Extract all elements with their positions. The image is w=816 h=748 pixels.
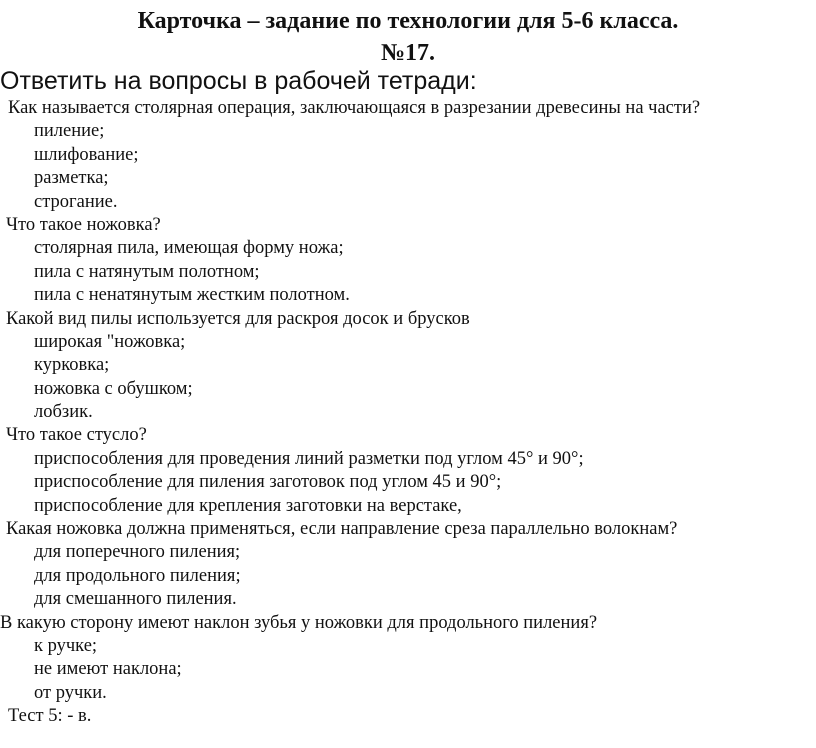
question-3: Какой вид пилы используется для раскроя досок и брусков xyxy=(6,308,470,329)
answer-option: от ручки. xyxy=(34,682,107,703)
question-2: Что такое ножовка? xyxy=(6,214,161,235)
answer-option: шлифование; xyxy=(34,144,139,165)
card-title: Карточка – задание по технологии для 5-6 класса. xyxy=(137,8,679,34)
answer-option: пиление; xyxy=(34,121,105,142)
question-4: Что такое стусло? xyxy=(6,425,147,446)
answer-option: для смешанного пиления. xyxy=(34,589,237,610)
answer-option: пила с ненатянутым жестким полотном. xyxy=(34,285,350,306)
card-number: №17. xyxy=(380,40,436,66)
answer-option: лобзик. xyxy=(34,402,93,423)
test-answer-line: Тест 5: - в. xyxy=(8,706,92,727)
answer-option: курковка; xyxy=(34,355,110,376)
answer-option: приспособление для пиления заготовок под углом 45 и 90°; xyxy=(34,472,502,493)
answer-option: приспособление для крепления заготовки на верстаке, xyxy=(34,495,462,516)
answer-option: столярная пила, имеющая форму ножа; xyxy=(34,238,344,259)
answer-option: приспособления для проведения линий разметки под углом 45° и 90°; xyxy=(34,448,584,469)
answer-option: строгание. xyxy=(34,191,118,212)
answer-option: для поперечного пиления; xyxy=(34,542,241,563)
answer-option: для продольного пиления; xyxy=(34,565,241,586)
answer-option: к ручке; xyxy=(34,635,98,656)
answer-option: не имеют наклона; xyxy=(34,659,182,680)
question-5: Какая ножовка должна применяться, если направление среза параллельно волокнам? xyxy=(6,519,678,540)
question-6: В какую сторону имеют наклон зубья у ножовки для продольного пиления? xyxy=(0,612,598,633)
answer-option: широкая "ножовка; xyxy=(34,331,186,352)
instruction-text: Ответить на вопросы в рабочей тетради: xyxy=(0,67,477,95)
question-1: Как называется столярная операция, заключающаяся в разрезании древесины на части? xyxy=(8,98,701,118)
question-list xyxy=(0,97,816,729)
answer-option: разметка; xyxy=(34,168,109,189)
answer-option: ножовка с обушком; xyxy=(34,378,193,399)
answer-option: пила с натянутым полотном; xyxy=(34,261,260,282)
